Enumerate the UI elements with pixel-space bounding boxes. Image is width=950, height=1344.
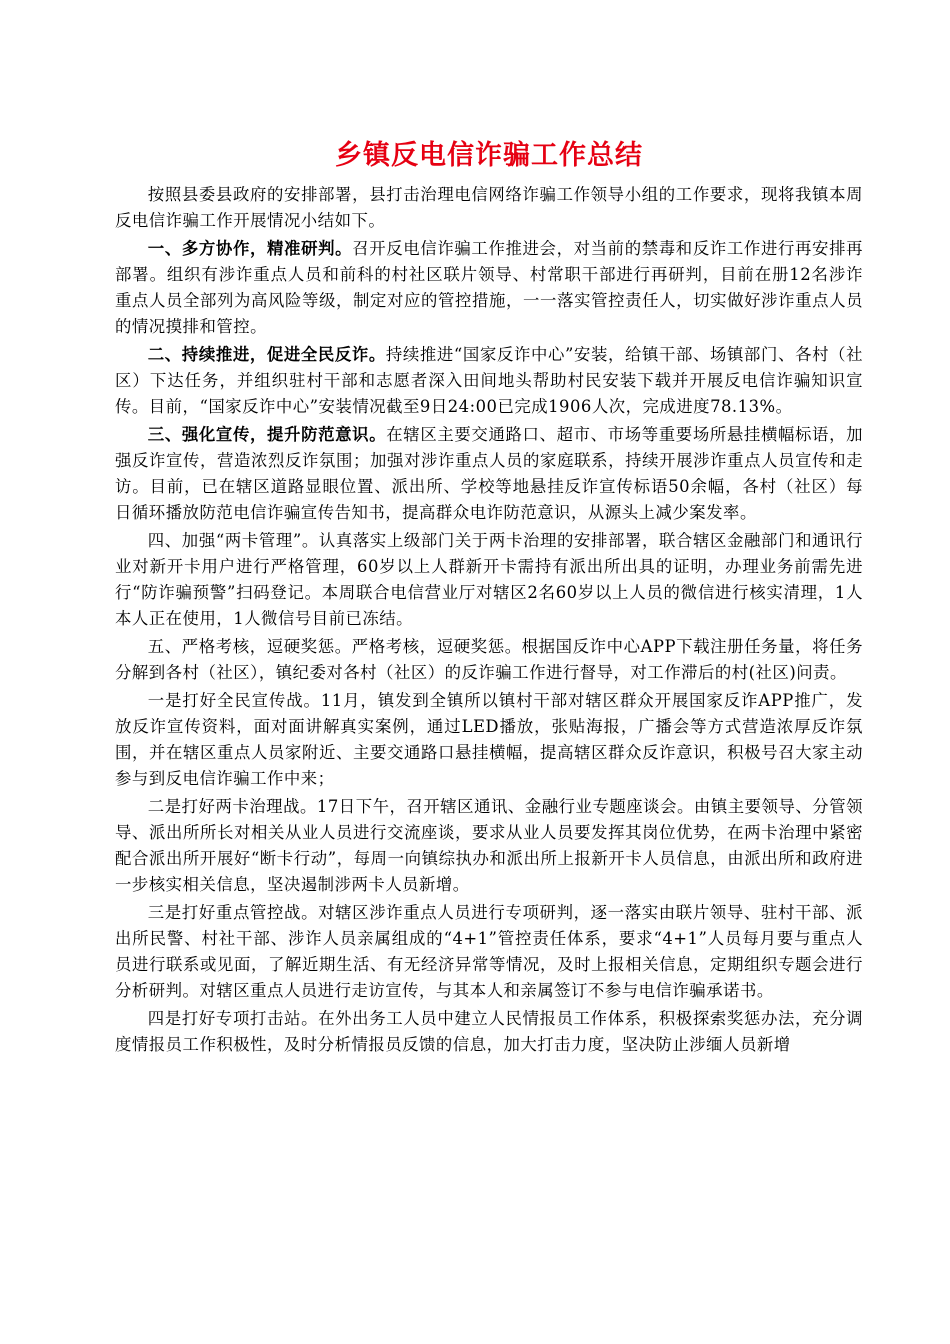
paragraph-lead: 三、强化宣传，提升防范意识。 <box>147 425 387 444</box>
document-page <box>115 134 863 1060</box>
paragraph-text: 一是打好全民宣传战。11月，镇发到全镇所以镇村干部对辖区群众开展国家反诈APP推广，发放反诈宣传资料，面对面讲解真实案例，通过LED播放，张贴海报，广播会等方式营造浓厚反诈氛围，并在辖区重点人员家附近、主要交通路口悬挂横幅，提高辖区群众反诈意识，积极号召大家主动参与到反电信诈骗工作中来； <box>115 691 863 788</box>
paragraph-text: 四、加强“两卡管理”。认真落实上级部门关于两卡治理的安排部署，联合辖区金融部门和通讯行业对新开卡用户进行严格管理，60岁以上人群新开卡需持有派出所出具的证明，办理业务前需先进行“防诈骗预警”扫码登记。本周联合电信营业厅对辖区2名60岁以上人员的微信进行核实清理，1人本人正在使用，1人微信号目前已冻结。 <box>115 531 863 628</box>
paragraph-text: 持续推进“国家反诈中心”安装，给镇干部、场镇部门、各村（社区）下达任务，并组织驻村干部和志愿者深入田间地头帮助村民安装下载并开展反电信诈骗知识宣传。目前，“国家反诈中心”安装情况截至9日24:00已完成1906人次，完成进度78.13%。 <box>115 345 863 416</box>
paragraph-item-3 <box>115 900 863 1004</box>
paragraph-text: 三是打好重点管控战。对辖区涉诈重点人员进行专项研判，逐一落实由联片领导、驻村干部、派出所民警、村社干部、涉诈人员亲属组成的“4+1”管控责任体系，要求“4+1”人员每月要与重点人员进行联系或见面，了解近期生活、有无经济异常等情况，及时上报相关信息，定期组织专题会进行分析研判。对辖区重点人员进行走访宣传，与其本人和亲属签订不参与电信诈骗承诺书。 <box>115 903 863 1000</box>
paragraph-text: 二是打好两卡治理战。17日下午，召开辖区通讯、金融行业专题座谈会。由镇主要领导、分管领导、派出所所长对相关从业人员进行交流座谈，要求从业人员要发挥其岗位优势，在两卡治理中紧密配合派出所开展好“断卡行动”，每周一向镇综执办和派出所上报新开卡人员信息，由派出所和政府进一步核实相关信息，坚决遏制涉两卡人员新增。 <box>115 797 863 894</box>
paragraph-section-4 <box>115 528 863 632</box>
paragraph-item-1 <box>115 688 863 792</box>
paragraph-intro <box>115 182 863 234</box>
paragraph-text: 按照县委县政府的安排部署，县打击治理电信网络诈骗工作领导小组的工作要求，现将我镇本周反电信诈骗工作开展情况小结如下。 <box>115 185 863 230</box>
paragraph-section-2 <box>115 342 863 420</box>
document-title: 乡镇反电信诈骗工作总结 <box>335 140 643 171</box>
paragraph-text: 在辖区主要交通路口、超市、市场等重要场所悬挂横幅标语，加强反诈宣传，营造浓烈反诈氛围；加强对涉诈重点人员的家庭联系，持续开展涉诈重点人员宣传和走访。目前，已在辖区道路显眼位置、派出所、学校等地悬挂反诈宣传标语50余幅，各村（社区）每日循环播放防范电信诈骗宣传告知书，提高群众电诈防范意识，从源头上减少案发率。 <box>115 425 864 522</box>
paragraph-section-3 <box>115 422 863 526</box>
paragraph-section-1 <box>115 236 863 340</box>
paragraph-item-2 <box>115 794 863 898</box>
paragraph-text: 召开反电信诈骗工作推进会，对当前的禁毒和反诈工作进行再安排再部署。组织有涉诈重点人员和前科的村社区联片领导、村常职干部进行再研判，目前在册12名涉诈重点人员全部列为高风险等级，制定对应的管控措施，一一落实管控责任人，切实做好涉诈重点人员的情况摸排和管控。 <box>115 239 864 336</box>
paragraph-text: 五、严格考核，逗硬奖惩。严格考核，逗硬奖惩。根据国反诈中心APP下载注册任务量，将任务分解到各村（社区），镇纪委对各村（社区）的反诈骗工作进行督导，对工作滞后的村(社区)问责。 <box>115 637 863 682</box>
paragraph-lead: 二、持续推进，促进全民反诈。 <box>147 345 386 364</box>
paragraph-item-4 <box>115 1006 863 1058</box>
paragraph-text: 四是打好专项打击站。在外出务工人员中建立人民情报员工作体系，积极探索奖惩办法，充分调度情报员工作积极性，及时分析情报员反馈的信息，加大打击力度，坚决防止涉缅人员新增 <box>115 1009 863 1054</box>
paragraph-section-5 <box>115 634 863 686</box>
paragraph-lead: 一、多方协作，精准研判。 <box>147 239 353 258</box>
